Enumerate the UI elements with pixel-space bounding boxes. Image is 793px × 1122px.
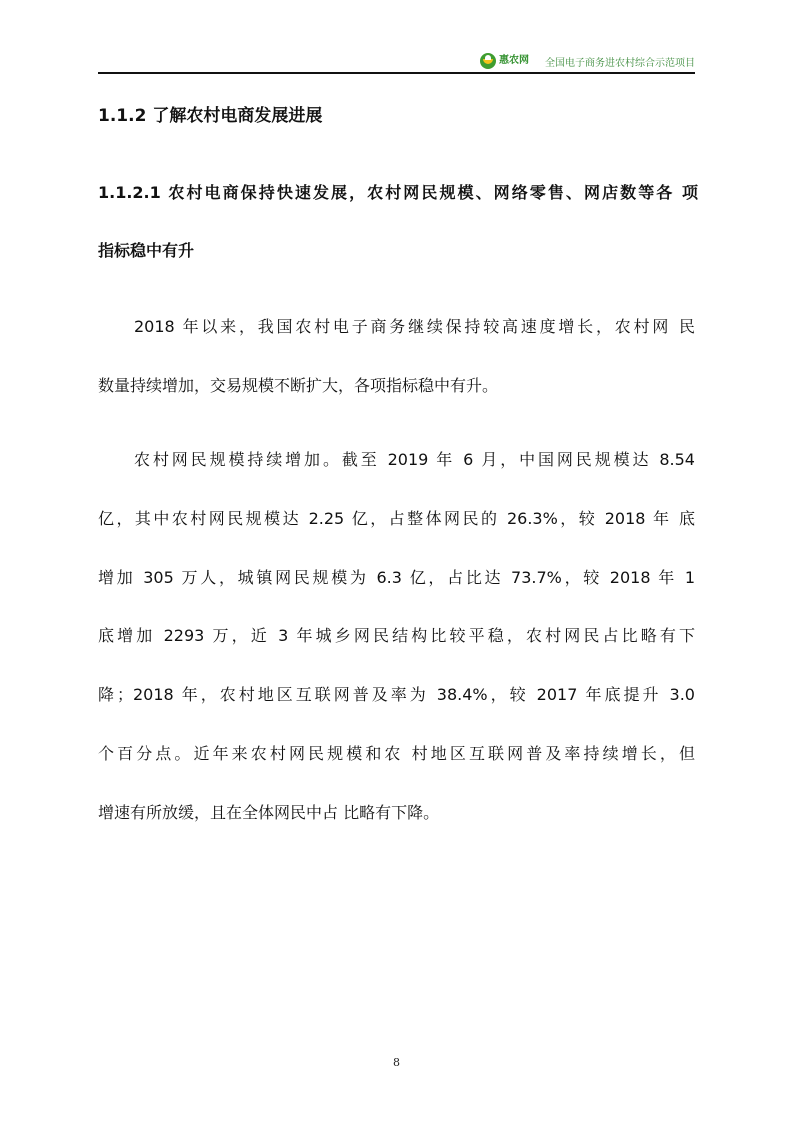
paragraph-line: 降；2018 年，农村地区互联网普及率为 38.4%，较 2017 年底提升 3.0 xyxy=(98,685,695,705)
subsection-heading-line: 1.1.2.1 农村电商保持快速发展，农村网民规模、网络零售、网店数等各 项 xyxy=(98,183,698,202)
paragraph-line: 增速有所放缓，且在全体网民中占 比略有下降。 xyxy=(98,802,440,822)
subsection-heading-line: 指标稳中有升 xyxy=(98,241,195,260)
header-divider xyxy=(98,72,695,74)
section-heading: 1.1.2 了解农村电商发展进展 xyxy=(98,106,323,126)
header-project-title: 全国电子商务进农村综合示范项目 xyxy=(545,58,695,69)
leaf-logo-icon xyxy=(480,53,496,69)
paragraph-rural-netizens xyxy=(98,445,695,857)
page-number: 8 xyxy=(393,1056,400,1069)
paragraph-line: 个百分点。近年来农村网民规模和农 村地区互联网普及率持续增长，但 xyxy=(98,743,695,763)
page-header xyxy=(98,44,695,74)
paragraph-line: 2018 年以来，我国农村电子商务继续保持较高速度增长，农村网 民 xyxy=(134,317,695,336)
paragraph-intro xyxy=(98,312,695,430)
logo-text: 惠农网 xyxy=(499,55,529,66)
subsection-heading xyxy=(98,178,698,294)
paragraph-line: 亿，其中农村网民规模达 2.25 亿，占整体网民的 26.3%，较 2018 年 底 xyxy=(98,508,695,528)
paragraph-line: 数量持续增加，交易规模不断扩大，各项指标稳中有升。 xyxy=(98,375,499,395)
logo xyxy=(480,50,542,74)
paragraph-line: 增加 305 万人，城镇网民规模为 6.3 亿，占比达 73.7%，较 2018 年 1 xyxy=(98,567,695,587)
paragraph-line: 农村网民规模持续增加。截至 2019 年 6 月，中国网民规模达 8.54 xyxy=(134,450,695,469)
paragraph-line: 底增加 2293 万，近 3 年城乡网民结构比较平稳，农村网民占比略有下 xyxy=(98,626,695,646)
